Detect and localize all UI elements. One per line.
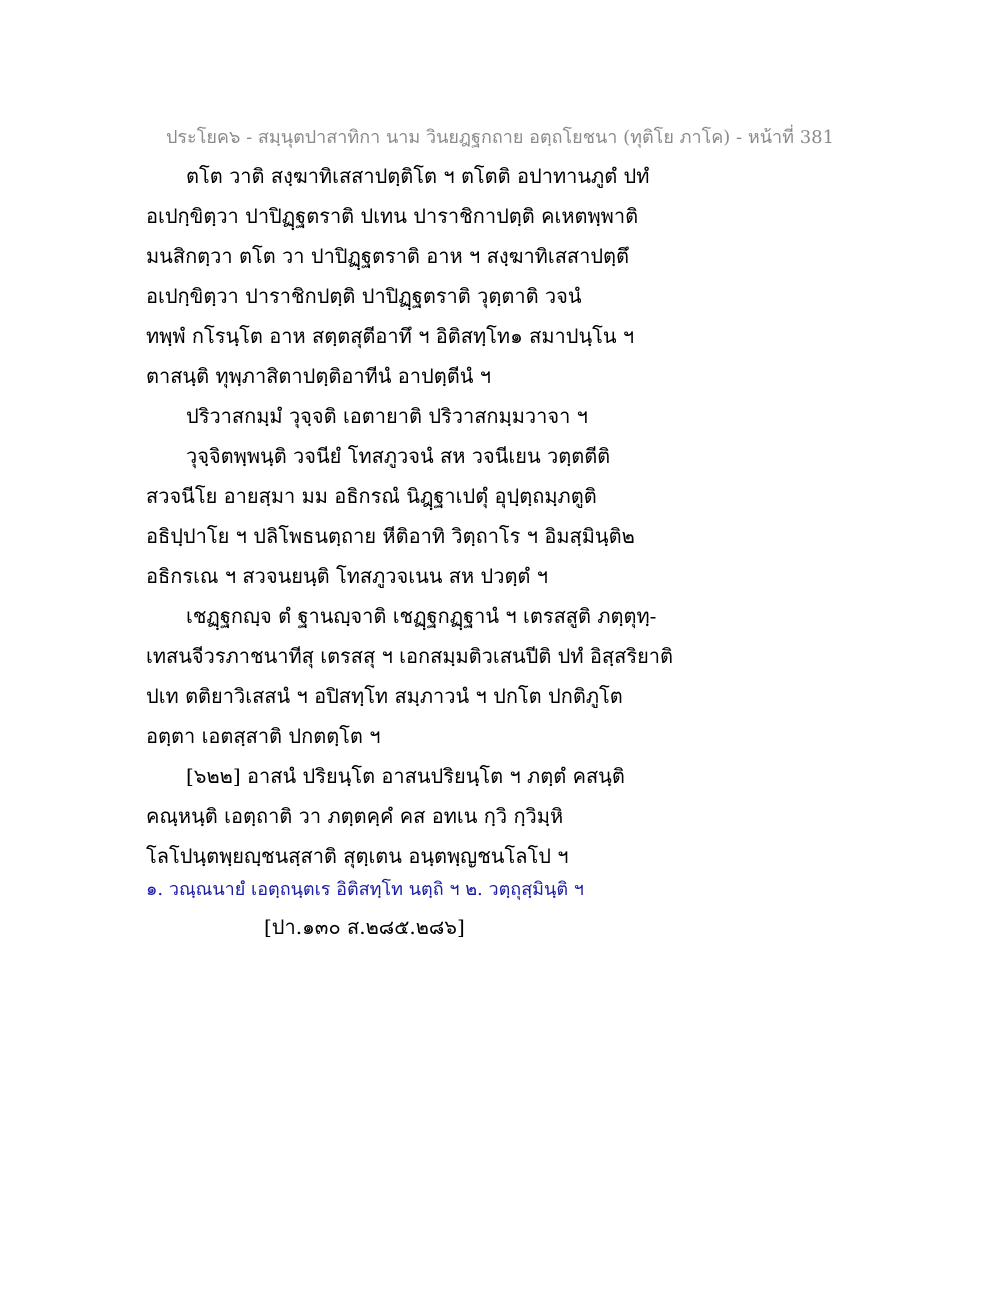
text-line: ตโต วาติ สงฺฆาทิเสสาปตฺติโต ฯ ตโตติ อปาทานภูตํ ปทํ (186, 164, 650, 188)
footnote: ๑. วณฺณนายํ เอตฺถนฺตเร อิติสทฺโท นตฺถิ ฯ ๒. วตฺถุสฺมินฺติ ฯ (146, 879, 584, 900)
text-line: ปเท ตติยาวิเสสนํ ฯ อปิสทฺโท สมฺภาวนํ ฯ ปกโต ปกติภูโต (146, 684, 623, 708)
text-line: อตฺตา เอตสฺสาติ ปกตตฺโต ฯ (146, 724, 381, 748)
text-line: สวจนีโย อายสฺมา มม อธิกรณํ นิฎฺฐาเปตุํ อุปฺตฺถมฺภตูติ (146, 484, 597, 508)
text-line: อธิปฺปาโย ฯ ปลิโพธนตฺถาย หีติอาทิ วิตฺถาโร ฯ อิมสฺมินฺติ๒ (146, 524, 635, 548)
text-line: อเปกฺขิตฺวา ปาราชิกปตฺติ ปาปิฏฺฐตราติ วุตฺตาติ วจนํ (146, 284, 582, 308)
text-line: ปริวาสกมฺมํ วุจฺจติ เอตายาติ ปริวาสกมฺมวาจา ฯ (186, 404, 588, 428)
body-text (146, 156, 746, 876)
text-line: คณฺหนฺติ เอตฺถาติ วา ภตฺตคฺคํ คส อทเน กฺวิ กฺวิมฺหิ (146, 804, 564, 828)
text-line: ทพฺพํ กโรนฺโต อาห สตฺตสุตีอาทึ ฯ อิติสทฺโท๑ สมาปนฺโน ฯ (146, 324, 635, 348)
page-header: ประโยค๖ - สมฺนุตปาสาทิกา นาม วินยฎฐกถาย อตฺถโยชนา (ทุติโย ภาโค) - หน้าที่ 381 (165, 127, 835, 148)
text-line: [๖๒๒] อาสนํ ปริยนฺโต อาสนปริยนฺโต ฯ ภตฺตํ คสนฺติ (186, 764, 625, 788)
text-line: อเปกฺขิตฺวา ปาปิฏฺฐตราติ ปเทน ปาราชิกาปตฺติ คเหตพฺพาติ (146, 204, 639, 228)
text-line: เชฏฺฐกญฺจ ตํ ฐานญฺจาติ เชฏฺฐกฏฺฐานํ ฯ เตรสสูติ ภตฺตุทฺ- (186, 604, 657, 628)
text-line: เทสนจีวรภาชนาทีสุ เตรสสุ ฯ เอกสมฺมติวเสนปีติ ปทํ อิสฺสริยาติ (146, 644, 674, 668)
text-line: วุจฺจิตพฺพนฺติ วจนียํ โทสภูวจนํ สห วจนีเยน วตฺตตีติ (186, 444, 611, 468)
text-line: อธิกรเณ ฯ สวจนยนฺติ โทสภูวจเนน สห ปวตฺตํ ฯ (146, 564, 549, 588)
text-line: โลโปนฺตพฺยญฺชนสฺสาติ สุตฺเตน อนฺตพฺญชนโลโป ฯ (146, 844, 569, 868)
page-reference: [ปา.๑๓๐ ส.๒๘๕.๒๘๖] (264, 915, 465, 939)
text-line: ตาสนฺติ ทุพฺภาสิตาปตฺติอาทีนํ อาปตฺตีนํ ฯ (146, 364, 491, 388)
text-line: มนสิกตฺวา ตโต วา ปาปิฏฺฐตราติ อาห ฯ สงฺฆาทิเสสาปตฺตึ (146, 244, 630, 268)
